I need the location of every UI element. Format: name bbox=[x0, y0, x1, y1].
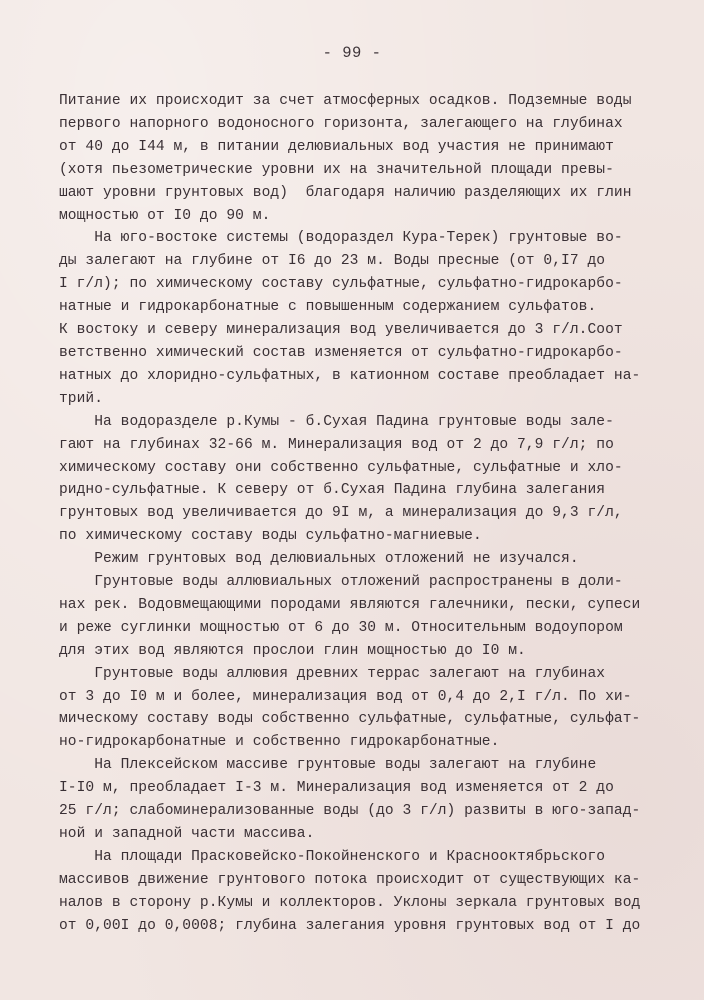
body-text: Питание их происходит за счет атмосферных осадков. Подземные воды первого напорного водоносного горизонта, залегающего на глубинах от 40 до I44 м, в питании делювиальных вод участия не принимают (хотя пьезометрические уровни их на значительной площади превы- шают уровни грунтовых вод) благодаря наличию разделяющих их глин мощностью от I0 до 90 м. На юго-востоке системы (водораздел Кура-Терек) грунтовые во- ды залегают на глубине от I6 до 23 м. Воды пресные (от 0,I7 до I г/л); по химическому составу сульфатные, сульфатно-гидрокарбо- натные и гидрокарбонатные с повышенным содержанием сульфатов. К востоку и северу минерализация вод увеличивается до 3 г/л.Соот ветственно химический состав изменяется от сульфатно-гидрокарбо- натных до хлоридно-сульфатных, в катионном составе преобладает на- трий. На водоразделе р.Кумы - б.Сухая Падина грунтовые воды зале- гают на глубинах 32-66 м. Минерализация вод от 2 до 7,9 г/л; по химическому составу они собственно сульфатные, сульфатные и хло- ридно-сульфатные. К северу от б.Сухая Падина глубина залегания грунтовых вод увеличивается до 9I м, а минерализация до 9,3 г/л, по химическому составу воды сульфатно-магниевые. Режим грунтовых вод делювиальных отложений не изучался. Грунтовые воды аллювиальных отложений распространены в доли- нах рек. Водовмещающими породами являются галечники, пески, супеси и реже суглинки мощностью от 6 до 30 м. Относительным водоупором для этих вод являются прослои глин мощностью до I0 м. Грунтовые воды аллювия древних террас залегают на глубинах от 3 до I0 м и более, минерализация вод от 0,4 до 2,I г/л. По хи- мическому составу воды собственно сульфатные, сульфатные, сульфат- но-гидрокарбонатные и собственно гидрокарбонатные. На Плексейском массиве грунтовые воды залегают на глубине I-I0 м, преобладает I-3 м. Минерализация вод изменяется от 2 до 25 г/л; слабоминерализованные воды (до 3 г/л) развиты в юго-запад- ной и западной части массива. На площади Прасковейско-Покойненского и Краснооктябрьского массивов движение грунтового потока происходит от существующих ка- налов в сторону р.Кумы и коллекторов. Уклоны зеркала грунтовых вод от 0,00I до 0,0008; глубина залегания уровня грунтовых вод от I до bbox=[59, 93, 641, 934]
page-number: - 99 - bbox=[322, 44, 382, 62]
